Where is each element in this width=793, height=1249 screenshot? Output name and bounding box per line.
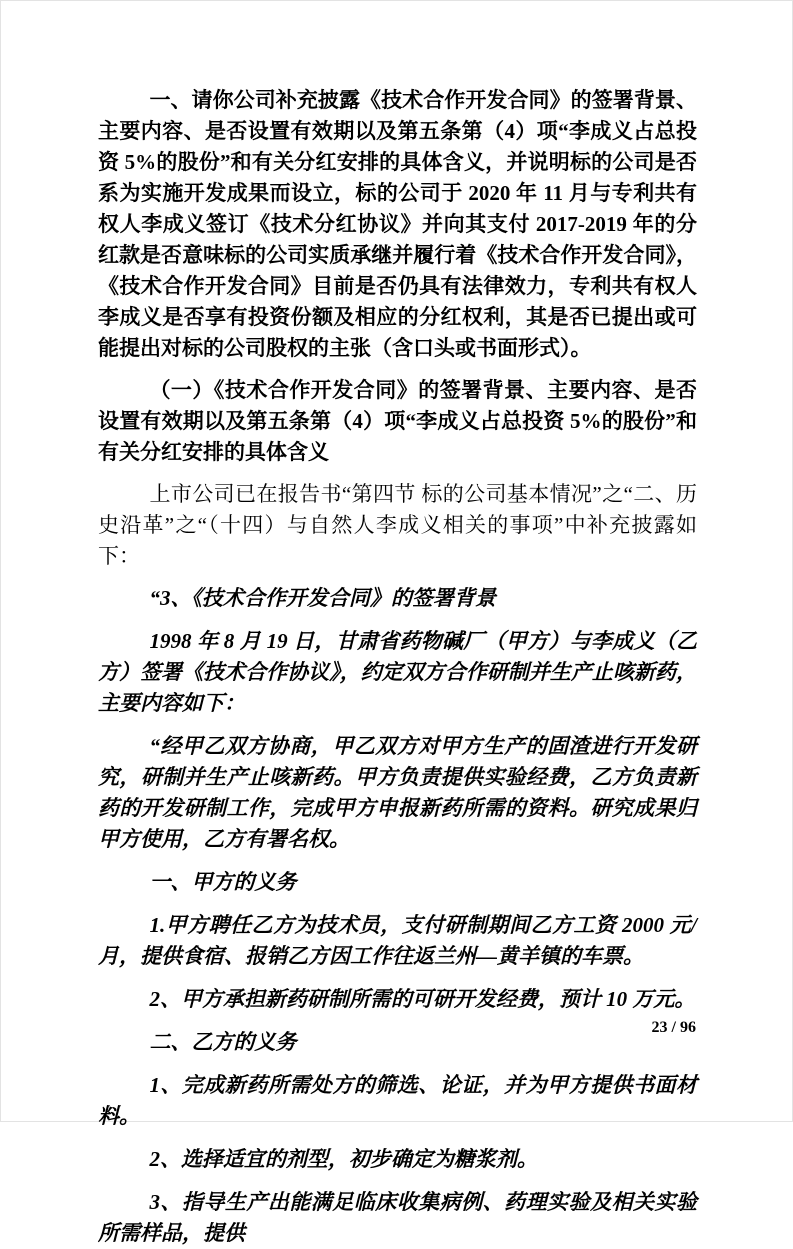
heading-party-a-obligations: 一、甲方的义务 <box>149 870 297 894</box>
item-party-b-obligation-2: 2、选择适宜的剂型，初步确定为糖浆剂。 <box>149 1147 538 1171</box>
page-number: 23 / 96 <box>651 1019 696 1036</box>
item-party-b-obligation-3: 3、指导生产出能满足临床收集病例、药理实验及相关实验所需样品，提供 <box>98 1190 697 1245</box>
quoted-heading-signing-background: “3、《技术合作开发合同》的签署背景 <box>149 586 496 610</box>
item-party-a-obligation-2: 2、甲方承担新药研制所需的可研开发经费，预计 10 万元。 <box>149 987 696 1011</box>
disclosure-intro-paragraph: 上市公司已在报告书“第四节 标的公司基本情况”之“二、历史沿革”之“（十四）与自然人李成义相关的事项”中补充披露如下： <box>98 482 697 568</box>
heading-party-b-obligations: 二、乙方的义务 <box>149 1030 297 1054</box>
paragraph-agreement-signing: 1998 年 8 月 19 日，甘肃省药物碱厂（甲方）与李成义（乙方）签署《技术合作协议》，约定双方合作研制并生产止咳新药，主要内容如下： <box>98 629 697 715</box>
question-paragraph: 一、请你公司补充披露《技术合作开发合同》的签署背景、主要内容、是否设置有效期以及第五条第（4）项“李成义占总投资 5%的股份”和有关分红安排的具体含义，并说明标的公司是否系为实施开发成果而设立，标的公司于 2020 年 11 月与专利共有权人李成义签订《技术分红协议》并向其支付 2017-2019 年的分红款是否意味标的公司实质承继并履行着《技术合作开发合同》，《技术合作开发合同》目前是否仍具有法律效力，专利共有权人李成义是否享有投资份额及相应的分红权利，其是否已提出或可能提出对标的公司股权的主张（含口头或书面形式）。 <box>98 88 697 360</box>
subsection-heading: （一）《技术合作开发合同》的签署背景、主要内容、是否设置有效期以及第五条第（4）项“李成义占总投资 5%的股份”和有关分红安排的具体含义 <box>98 378 697 464</box>
item-party-b-obligation-1: 1、完成新药所需处方的筛选、论证，并为甲方提供书面材料。 <box>98 1073 697 1128</box>
item-party-a-obligation-1: 1.甲方聘任乙方为技术员，支付研制期间乙方工资 2000 元/月，提供食宿、报销乙方因工作往返兰州—黄羊镇的车票。 <box>98 913 697 968</box>
paragraph-agreement-content: “经甲乙双方协商，甲乙双方对甲方生产的固渣进行开发研究，研制并生产止咳新药。甲方负责提供实验经费，乙方负责新药的开发研制工作，完成甲方申报新药所需的资料。研究成果归甲方使用，乙方有署名权。 <box>98 734 697 851</box>
